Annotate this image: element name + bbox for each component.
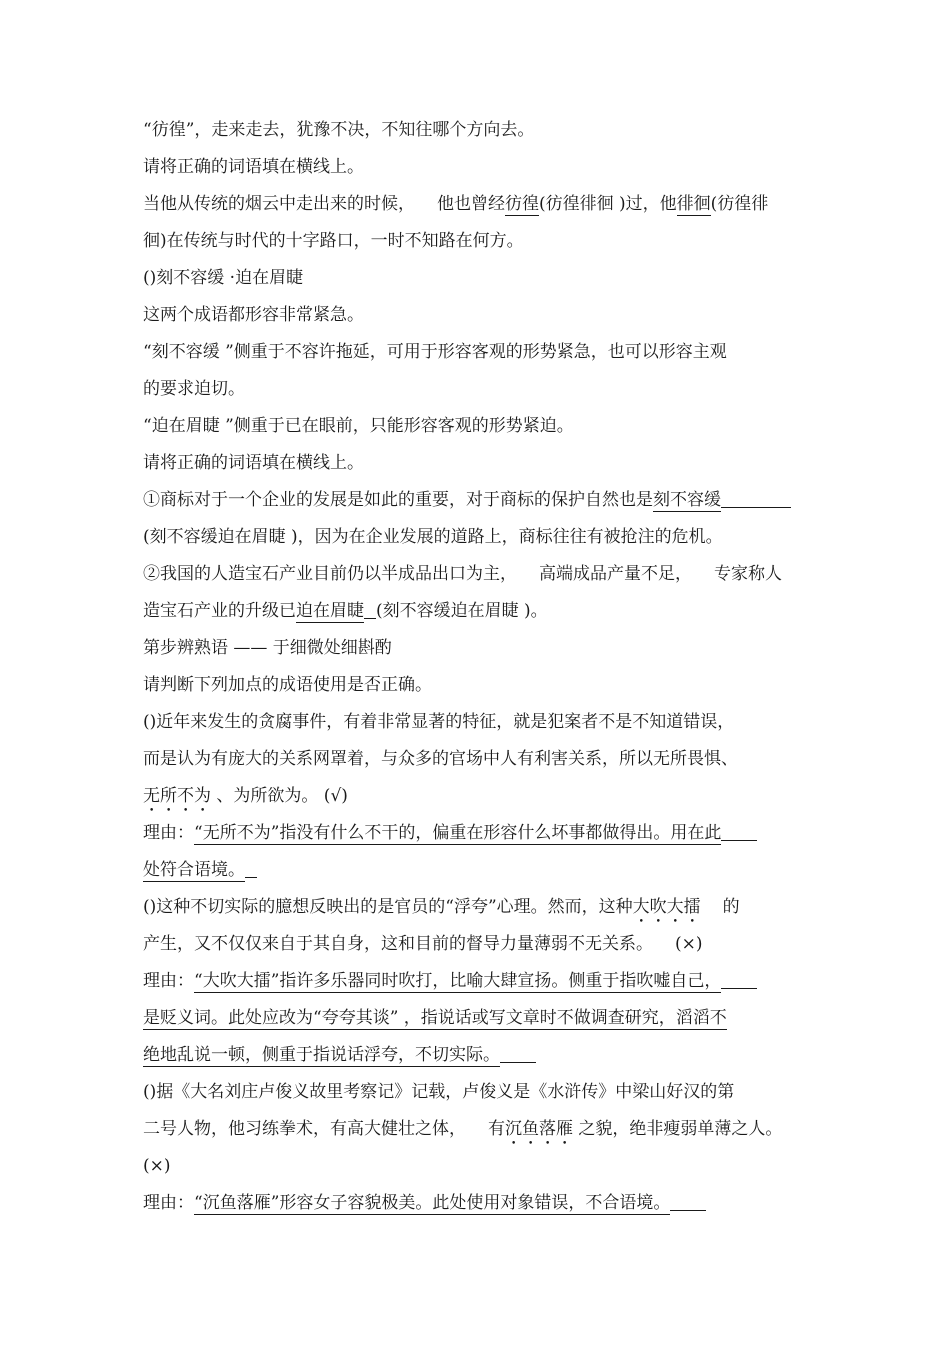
- answer-blank: 彷徨: [505, 194, 539, 214]
- text-line: ②我国的人造宝石产业目前仍以半成品出口为主， 高端成品产量不足， 专家称人: [143, 564, 782, 584]
- blank-line: [721, 489, 791, 508]
- reason-line: 理由：“无所不为”指没有什么不干的，偏重在形容什么坏事都做得出。用在此: [143, 815, 808, 852]
- text-line: “迫在眉睫 ”侧重于已在眼前，只能形容客观的形势紧迫。: [143, 416, 574, 436]
- text-line: 的要求迫切。: [143, 379, 245, 399]
- document-page: [143, 112, 808, 1222]
- text-line: (×): [143, 1156, 171, 1176]
- text-line: ()这种不切实际的臆想反映出的是官员的“浮夸”心理。然而，这种大吹大擂 的: [143, 897, 740, 917]
- blank-line: [721, 822, 757, 841]
- text-line: 请将正确的词语填在横线上。: [143, 157, 364, 177]
- text-line: 产生，又不仅仅来自于其自身，这和目前的督导力量薄弱不无关系。 (×): [143, 934, 703, 954]
- section-heading: ()刻不容缓 ·迫在眉睫: [143, 268, 304, 288]
- reason-line: 理由：“大吹大擂”指许多乐器同时吹打，比喻大肆宣扬。侧重于指吹嘘自己，: [143, 963, 808, 1000]
- text-line: 而是认为有庞大的关系网罩着，与众多的官场中人有利害关系，所以无所畏惧、: [143, 749, 738, 769]
- text-line: 请将正确的词语填在横线上。: [143, 453, 364, 473]
- reason-line: 是贬义词。此处应改为“夸夸其谈” ，指说话或写文章时不做调查研究，滔滔不: [143, 1008, 727, 1028]
- text-line: 造宝石产业的升级已迫在眉睫 (刻不容缓迫在眉睫 )。: [143, 601, 548, 621]
- dotted-idiom: 大吹大擂: [632, 897, 701, 917]
- answer-blank: 徘徊: [676, 194, 711, 214]
- text-line: ()近年来发生的贪腐事件，有着非常显著的特征，就是犯案者不是不知道错误，: [143, 712, 735, 732]
- text-line: 无所不为 、为所欲为。 (√): [143, 786, 348, 806]
- blank-line: [670, 1192, 706, 1211]
- blank-line: [721, 970, 757, 989]
- reason-line: 理由：“沉鱼落雁”形容女子容貌极美。此处使用对象错误，不合语境。: [143, 1185, 808, 1222]
- reason-line: 绝地乱说一顿，侧重于指说话浮夸，不切实际。: [143, 1037, 808, 1074]
- text-line: 二号人物，他习练拳术，有高大健壮之体， 有沉鱼落雁 之貌，绝非瘦弱单薄之人。: [143, 1119, 783, 1139]
- section-heading: 第步辨熟语 —— 于细微处细斟酌: [143, 638, 392, 658]
- text-line: (刻不容缓迫在眉睫 )，因为在企业发展的道路上，商标往往有被抢注的危机。: [143, 527, 723, 547]
- dotted-idiom: 无所不为: [143, 786, 211, 806]
- text-line: “彷徨”，走来走去，犹豫不决，不知往哪个方向去。: [143, 120, 535, 140]
- text-line: “刻不容缓 ”侧重于不容许拖延，可用于形容客观的形势紧急，也可以形容主观: [143, 342, 727, 362]
- text-line: 这两个成语都形容非常紧急。: [143, 305, 364, 325]
- dotted-idiom: 沉鱼落雁: [505, 1119, 573, 1139]
- blank-line: [245, 859, 257, 878]
- blank-line: [364, 600, 376, 619]
- answer-blank: 刻不容缓: [653, 490, 721, 510]
- text-line: 徊)在传统与时代的十字路口，一时不知路在何方。: [143, 231, 524, 251]
- reason-line: 处符合语境。: [143, 852, 808, 889]
- blank-line: [500, 1044, 536, 1063]
- text-line: ()据《大名刘庄卢俊义故里考察记》记载，卢俊义是《水浒传》中梁山好汉的第: [143, 1082, 735, 1102]
- text-line: 请判断下列加点的成语使用是否正确。: [143, 675, 432, 695]
- text-line: ①商标对于一个企业的发展是如此的重要，对于商标的保护自然也是刻不容缓: [143, 482, 808, 519]
- answer-blank: 迫在眉睫: [296, 601, 364, 621]
- text-line: 当他从传统的烟云中走出来的时候， 他也曾经彷徨(彷徨徘徊 )过，他徘徊(彷徨徘: [143, 194, 769, 214]
